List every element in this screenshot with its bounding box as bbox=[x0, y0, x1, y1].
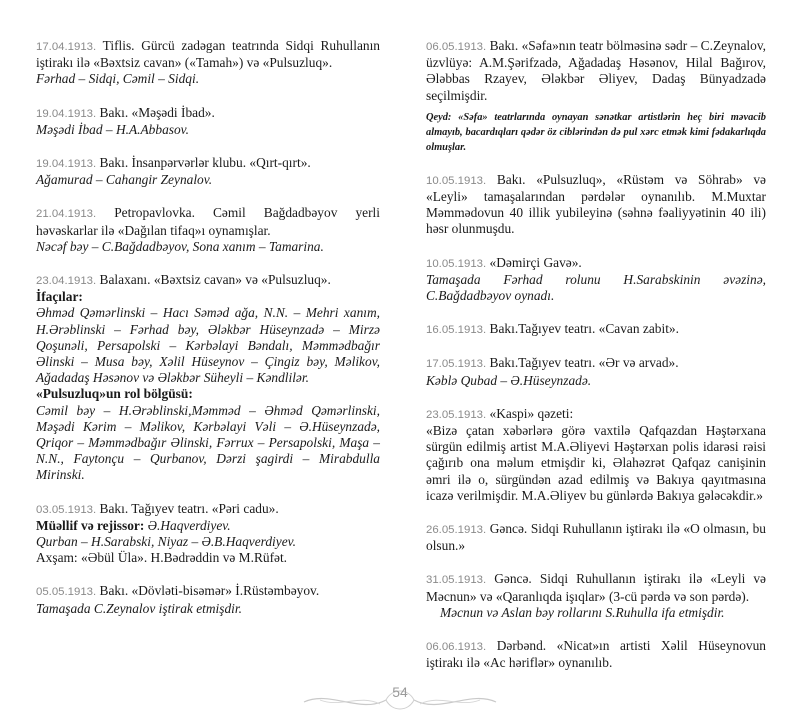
entry-text: Bakı. Tağıyev teatrı. «Pəri cadu». bbox=[96, 500, 279, 516]
entry-text: «Dəmirçi Gavə». bbox=[486, 254, 582, 270]
entry-note: Qeyd: «Səfa» teatrlarında oynayan sənətkar artistlərin heç biri məvacib almayıb, bacardıqları qədər öz ciblərindən də pul xərc etmək kimi fədakarlıqda olmuşlar. bbox=[426, 111, 766, 153]
entry-text: Gəncə. Sidqi Ruhullanın iştirakı ilə «O olmasın, bu olsun.» bbox=[426, 521, 766, 554]
entry-cast: Cəmil bəy – H.Ərəblinski,Məmməd – Əhməd Qəmərlinski, Məşədi Kərim – Məlikov, Kərbəlayi Vəli – Ə.Hüseynzadə, Qriqor – Məmmədbağır Əlinski, Fərrux – Persapolski, Maşa – N.N., Faytonçu – Qurbanov, Dərzi şagirdi – Mirabdulla Mirinski. bbox=[36, 402, 380, 483]
page-footer bbox=[0, 680, 800, 720]
entry-date: 10.05.1913. bbox=[426, 174, 487, 187]
entry-text: Gəncə. Sidqi Ruhullanın iştirakı ilə «Leyli və Məcnun» və «Qaranlıqda işıqlar» (3-cü pərdə və son pərdə). bbox=[426, 571, 766, 604]
entry-date: 03.05.1913. bbox=[36, 503, 97, 516]
entry-date: 19.04.1913. bbox=[36, 107, 97, 120]
entry-date: 21.04.1913. bbox=[36, 208, 97, 221]
entry-cast: Tamaşada Fərhad rolunu H.Sarabskinin əvəzinə, C.Bağdadbəyov oynadı. bbox=[426, 271, 766, 304]
performers-heading: İfaçılar: bbox=[36, 289, 83, 305]
entry bbox=[426, 321, 766, 338]
entry-cast: Kəblə Qubad – Ə.Hüseynzadə. bbox=[426, 372, 592, 388]
entry-quote: «Bizə çatan xəbərlərə görə vaxtilə Qafqazdan Həştərxana sürgün edilmiş artist M.A.Əliyevi Həştərxan polis idarəsi rəisi çağırıb ona məlum etmişdir ki, Əlahəzrət Qafqaz canişinin əmri ilə o, sürgündən azad edilmiş və Bakıya qayıtmasına icazə verilmişdir. M.A.Əliyev bu günlərdə Bakıya gələcəkdir.» bbox=[426, 423, 766, 503]
entry-text: Bakı. «Pulsuzluq», «Rüstəm və Söhrab» və «Leyli» tamaşalarından pərdələr oynanılıb. M.Muxtar Məmmədovun 40 illik yubileyinə (səhnə fəaliyyətinin 40 ili) həsr olunmuşdu. bbox=[426, 171, 766, 237]
entry-date: 23.04.1913. bbox=[36, 275, 97, 288]
entry-text: Dərbənd. «Nicat»ın artisti Xəlil Hüseynovun iştirakı ilə «Ac həriflər» oynanılıb. bbox=[426, 638, 766, 671]
entry-date: 17.05.1913. bbox=[426, 358, 487, 371]
entry-cast: Məşədi İbad – H.A.Abbasov. bbox=[36, 121, 189, 137]
entry-text: Balaxanı. «Bəxtsiz cavan» və «Pulsuzluq». bbox=[96, 272, 331, 288]
entry-text: «Kaspi» qəzeti: bbox=[486, 405, 574, 421]
entry-text-evening: Axşam: «Əbül Üla». H.Bədrəddin və M.Rüfət. bbox=[36, 550, 288, 566]
entry-text: Bakı. «Məşədi İbad». bbox=[96, 104, 215, 120]
entry-cast: Qurban – H.Sarabski, Niyaz – Ə.B.Haqverdiyev. bbox=[36, 534, 296, 550]
entry-date: 26.05.1913. bbox=[426, 524, 487, 537]
entry-date: 19.04.1913. bbox=[36, 158, 97, 171]
entry-date: 31.05.1913. bbox=[426, 574, 487, 587]
author-label: Müəllif və rejissor: bbox=[36, 517, 145, 533]
entry bbox=[36, 155, 380, 188]
entry bbox=[426, 38, 766, 155]
page-number: 54 bbox=[392, 684, 408, 700]
entry bbox=[36, 583, 380, 616]
entry-text: Bakı.Tağıyev teatrı. «Cavan zabit». bbox=[486, 321, 679, 337]
entry-text: Petropavlovka. Cəmil Bağdadbəyov yerli həvəskarlar ilə «Dağılan tifaq»ı oynamışlar. bbox=[36, 205, 380, 238]
entry-text: Bakı. İnsanpərvərlər klubu. «Qırt-qırt». bbox=[96, 155, 311, 171]
entry bbox=[426, 355, 766, 388]
entry-text: Tiflis. Gürcü zadəgan teatrında Sidqi Ruhullanın iştirakı ilə «Bəxtsiz cavan» («Tamah») və «Pulsuzluq». bbox=[36, 38, 380, 71]
entry bbox=[36, 501, 380, 567]
entry bbox=[36, 105, 380, 138]
entry-cast: Əhməd Qəmərlinski – Hacı Səməd ağa, N.N. – Mehri xanım, H.Ərəblinski – Fərhad bəy, Ələkbər Hüseynzadə – Mirzə Qoşunəli, Persapolski – Kərbəlayi Bəndalı, Məmmədbağır Əlinski – Musa bəy, Xəlil Hüseynov – Çingiz bəy, Məlikov, Ağadadaş Həsənov və Ələkbər Süheyli – Kəndlilər. bbox=[36, 305, 380, 386]
entry bbox=[426, 571, 766, 621]
entry bbox=[426, 521, 766, 554]
entry-date: 06.06.1913. bbox=[426, 641, 487, 654]
entry-date: 16.05.1913. bbox=[426, 324, 487, 337]
entry-date: 23.05.1913. bbox=[426, 408, 487, 421]
roles-heading: «Pulsuzluq»un rol bölgüsü: bbox=[36, 386, 193, 402]
entry-cast: Ağamurad – Cahangir Zeynalov. bbox=[36, 172, 213, 188]
author-name: Ə.Haqverdiyev. bbox=[144, 517, 231, 533]
entry-date: 05.05.1913. bbox=[36, 586, 97, 599]
entry-text: Bakı.Tağıyev teatrı. «Ər və arvad». bbox=[486, 355, 679, 371]
entry bbox=[426, 638, 766, 671]
entry-date: 10.05.1913. bbox=[426, 257, 487, 270]
entry bbox=[36, 38, 380, 88]
entry-cast: Tamaşada C.Zeynalov iştirak etmişdir. bbox=[36, 600, 242, 616]
entry bbox=[36, 272, 380, 484]
entry bbox=[426, 406, 766, 504]
right-column bbox=[426, 38, 766, 688]
entry bbox=[36, 205, 380, 255]
entry-cast: Məcnun və Aslan bəy rollarını S.Ruhulla ifa etmişdir. bbox=[440, 604, 725, 620]
left-column bbox=[36, 38, 380, 634]
entry-cast: Nəcəf bəy – C.Bağdadbəyov, Sona xanım – Tamarina. bbox=[36, 238, 324, 254]
entry bbox=[426, 172, 766, 238]
entry bbox=[426, 255, 766, 305]
entry-text: Bakı. «Səfa»nın teatr bölməsinə sədr – C.Zeynalov, üzvlüyə: A.M.Şərifzadə, Ağadadaş Həsənov, Hilal Bağırov, Ələbbas Rzayev, Ələkbər Əliyev, Dadaş Bünyadzadə seçilmişdir. bbox=[426, 38, 766, 103]
entry-date: 17.04.1913. bbox=[36, 41, 97, 53]
entry-date: 06.05.1913. bbox=[426, 41, 487, 53]
entry-text: Bakı. «Dövləti-bisəmər» İ.Rüstəmbəyov. bbox=[96, 583, 320, 599]
entry-cast: Fərhad – Sidqi, Cəmil – Sidqi. bbox=[36, 71, 200, 87]
